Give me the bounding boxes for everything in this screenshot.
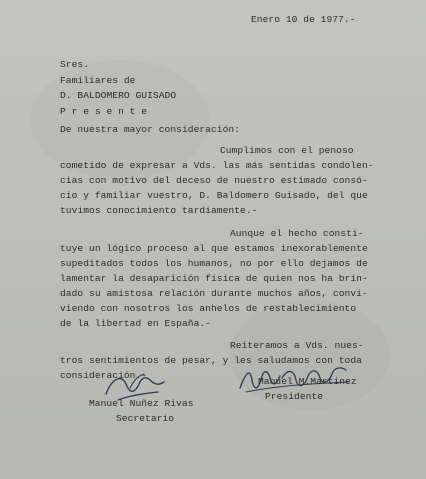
letter-date: Enero 10 de 1977.- — [251, 14, 356, 25]
signatory-name: Manuel M.Martinez — [258, 376, 357, 387]
signatory-title: Secretario — [116, 413, 175, 424]
recipient-name: D. BALDOMERO GUISADO — [60, 90, 177, 101]
paragraph-line: Aunque el hecho consti- — [230, 228, 364, 239]
paragraph-line: lamentar la desaparición física de quien nos ha brin- — [60, 273, 368, 284]
paragraph-line: tuvimos conocimiento tardíamente.- — [60, 205, 258, 216]
paragraph-line: tuye un lógico proceso al que estamos inexorablemente — [60, 243, 368, 254]
paragraph-line: consideración.- — [60, 370, 148, 381]
paragraph-line: supeditados todos los humanos, no por ello dejamos de — [60, 258, 368, 269]
paragraph-line: viendo con nosotros los anhelos de restablecimiento — [60, 303, 357, 314]
paragraph-line: cio y familiar vuestro, D. Baldomero Guisado, del que — [60, 190, 368, 201]
paragraph-line: Cumplimos con el penoso — [220, 145, 354, 156]
signatory-title: Presidente — [265, 391, 324, 402]
paragraph-line: dado su amistosa relación durante muchos años, convi- — [60, 288, 368, 299]
recipient-line: Familiares de — [60, 75, 136, 86]
recipient-line: Sres. — [60, 59, 90, 70]
paragraph-line: cometido de expresar a Vds. las más sentidas condolen- — [60, 160, 374, 171]
paragraph-line: de la libertad en España.- — [60, 318, 211, 329]
signatory-name: Manuel Nuñez Rivas — [89, 398, 194, 409]
paragraph-line: cias con motivo del deceso de nuestro estimado consó- — [60, 175, 368, 186]
recipient-line: P r e s e n t e — [60, 106, 148, 117]
paragraph-line: Reiteramos a Vds. nues- — [230, 340, 364, 351]
greeting: De nuestra mayor consideración: — [60, 124, 241, 135]
paragraph-line: tros sentimientos de pesar, y les saludamos con toda — [60, 355, 362, 366]
